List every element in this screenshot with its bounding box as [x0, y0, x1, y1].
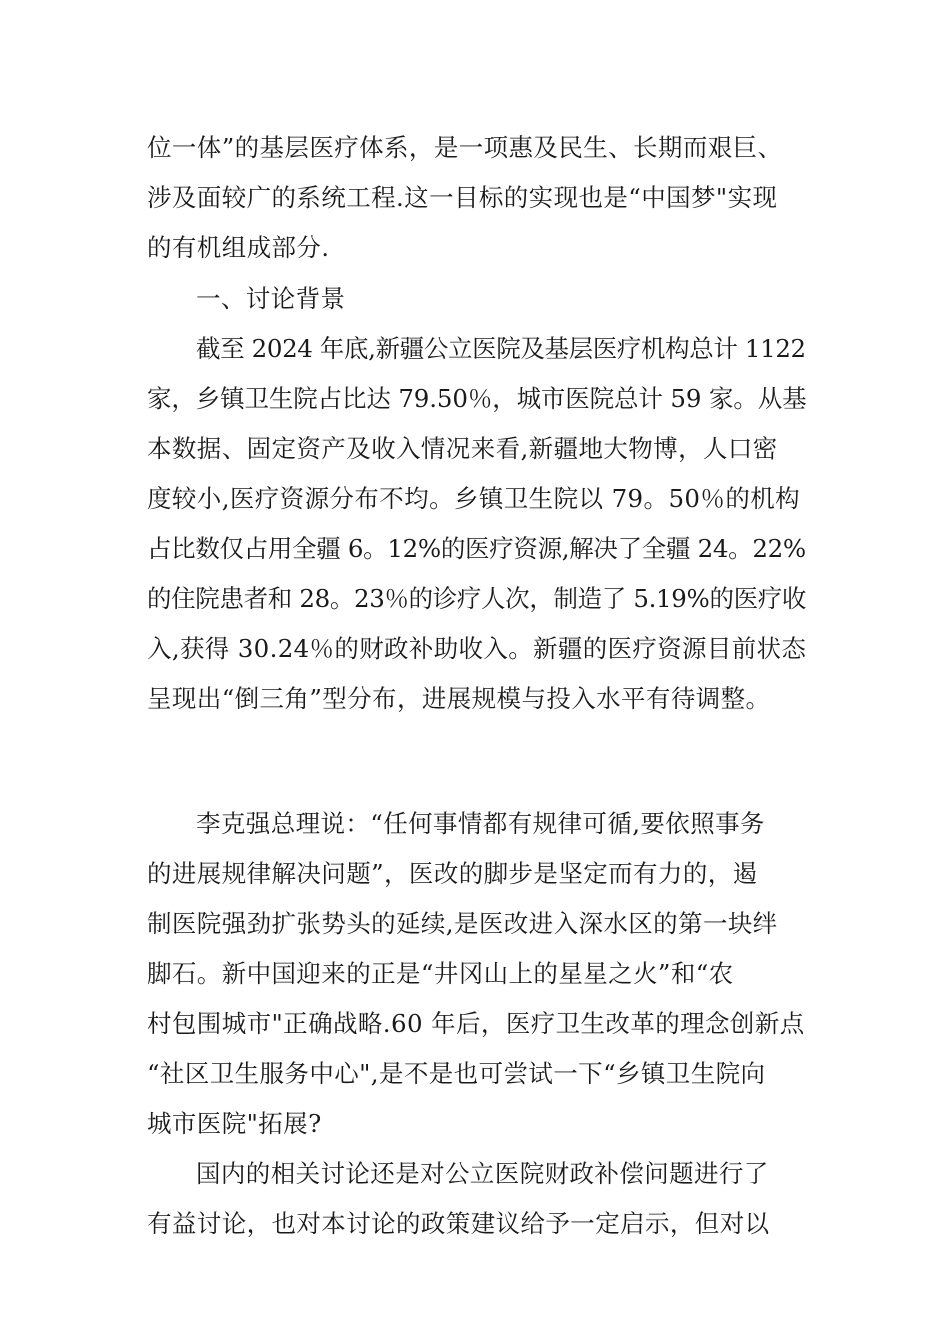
text-line: 位一体”的基层医疗体系，是一项惠及民生、长期而艰巨、 [147, 133, 783, 162]
text-line: 的进展规律解决问题”，医改的脚步是坚定而有力的，遏 [147, 859, 758, 888]
text-line: 的有机组成部分. [147, 233, 330, 262]
text-line: “社区卫生服务中心",是不是也可尝试一下“乡镇卫生院向 [147, 1059, 766, 1088]
text-line: 度较小,医疗资源分布不均。乡镇卫生院以 79。50％的机构 [147, 484, 801, 513]
text-line: 脚石。新中国迎来的正是“井冈山上的星星之火”和“农 [147, 959, 734, 988]
section-heading: 一、讨论背景 [196, 284, 346, 313]
text-line: 涉及面较广的系统工程.这一目标的实现也是“中国梦"实现 [147, 183, 778, 212]
text-line: 入,获得 30.24％的财政补助收入。新疆的医疗资源目前状态 [147, 634, 807, 663]
text-line: 本数据、固定资产及收入情况来看,新疆地大物博，人口密 [147, 434, 778, 463]
text-line: 国内的相关讨论还是对公立医院财政补偿问题进行了 [196, 1159, 769, 1188]
text-line: 有益讨论，也对本讨论的政策建议给予一定启示，但对以 [147, 1209, 770, 1238]
text-line: 制医院强劲扩张势头的延续,是医改进入深水区的第一块绊 [147, 909, 778, 938]
text-line: 李克强总理说：“任何事情都有规律可循,要依照事务 [196, 809, 765, 838]
text-line: 呈现出“倒三角”型分布，进展规模与投入水平有待调整。 [147, 684, 771, 713]
text-line: 占比数仅占用全疆 6。12%的医疗资源,解决了全疆 24。22% [147, 534, 806, 563]
text-line: 村包围城市"正确战略.60 年后，医疗卫生改革的理念创新点 [147, 1009, 805, 1038]
text-line: 城市医院"拓展? [147, 1109, 322, 1138]
text-line: 的住院患者和 28。23％的诊疗人次，制造了 5.19%的医疗收 [147, 584, 807, 613]
text-line: 截至 2024 年底,新疆公立医院及基层医疗机构总计 1122 [196, 334, 806, 363]
text-line: 家，乡镇卫生院占比达 79.50％，城市医院总计 59 家。从基 [147, 384, 807, 413]
